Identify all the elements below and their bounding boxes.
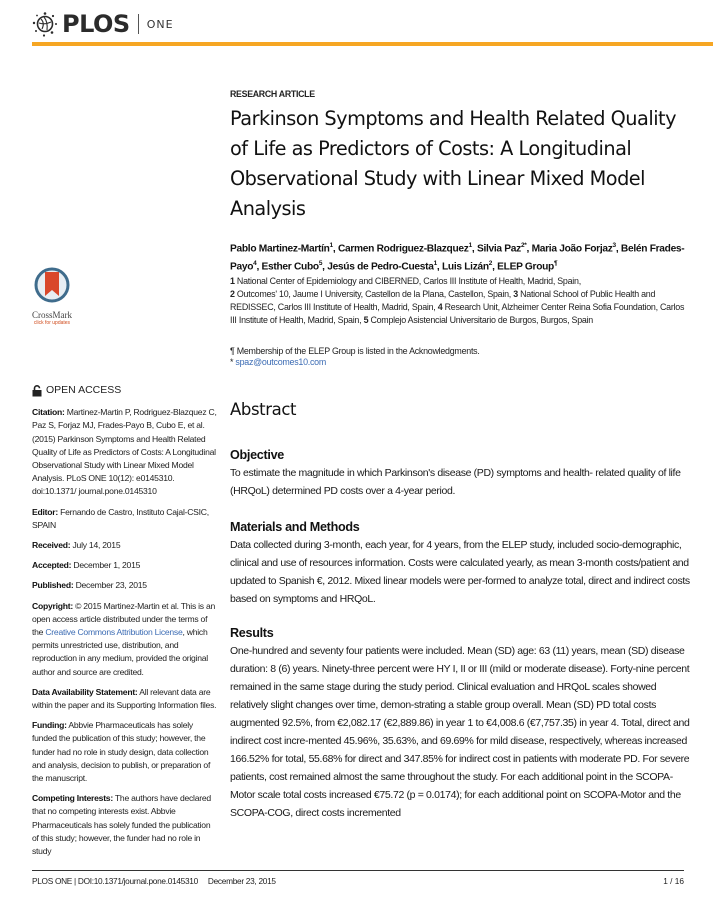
affiliation-number: 5 <box>363 315 369 325</box>
editor-label: Editor: <box>32 506 58 517</box>
author[interactable]: Jesús de Pedro-Cuesta <box>327 261 434 273</box>
author-affil-sup: 1 <box>329 242 333 249</box>
page-number: 1 / 16 <box>663 876 684 886</box>
author-affil-sup: 1 <box>468 242 472 249</box>
data-availability-block <box>32 686 217 712</box>
accepted-date: December 1, 2015 <box>71 560 141 571</box>
author[interactable]: Belén Frades-Payo <box>230 243 685 273</box>
editor-text: Fernando de Castro, Instituto Cajal-CSIC, SPAIN <box>32 506 209 530</box>
received-block <box>32 539 217 552</box>
author-affil-sup: ¶ <box>553 260 558 268</box>
author-affil-sup: 2* <box>520 242 527 249</box>
logo-brand: PLOS <box>62 10 130 38</box>
author-affil-sup: 2 <box>488 260 493 268</box>
corresponding-email-link[interactable]: spaz@outcomes10.com <box>235 357 327 367</box>
section-heading: Objective <box>230 448 284 462</box>
open-access-text: OPEN ACCESS <box>46 384 122 396</box>
author-affil-sup: 5 <box>318 260 323 268</box>
affiliation-number: 4 <box>437 302 443 312</box>
copyright-label: Copyright: <box>32 600 73 611</box>
data-availability-label: Data Availability Statement: <box>32 686 138 697</box>
affiliation-text: National Center of Epidemiology and CIBERNED, Carlos III Institute of Health, Madrid, Spain, <box>234 276 581 286</box>
author-affil-sup: 4 <box>253 260 257 268</box>
abstract-heading: Abstract <box>230 400 297 419</box>
section-text: Data collected during 3-month, each year, for 4 years, from the ELEP study, included socio-demographic, clinical and use of resources information. Costs were calculated yearly, as mean 3-month costs/patient and updated to Spanish €, 2012. Mixed linear models were per-formed to analyze total, direct and indirect costs based on symptoms and HRQoL. <box>230 539 690 605</box>
received-label: Received: <box>32 540 71 551</box>
corresponding-author <box>230 357 690 368</box>
membership-note: ¶ Membership of the ELEP Group is listed in the Acknowledgments. <box>230 346 480 356</box>
author[interactable]: Esther Cubo <box>261 261 319 273</box>
affiliation-text: Complejo Asistencial Universitario de Burgos, Burgos, Spain <box>368 315 593 325</box>
license-link[interactable]: Creative Commons Attribution License <box>45 627 183 638</box>
affiliation-text: Outcomes' 10, Jaume I University, Castellon de la Plana, Castellon, Spain, <box>234 289 514 299</box>
affiliation-text: National School of Public Health and REDISSEC, Carlos III Institute of Health, Madrid, Spain, <box>230 289 656 312</box>
article-title: Parkinson Symptoms and Health Related Quality of Life as Predictors of Costs: A Longitudinal Observational Study with Linear Mixed Model Analysis <box>230 107 677 220</box>
crossmark-sublabel: click for updates <box>33 320 71 326</box>
copyright-text: © 2015 Martinez-Martin et al. This is an open access article distributed under the terms of the <box>32 600 216 638</box>
affiliations <box>230 275 690 327</box>
funding-label: Funding: <box>32 720 67 731</box>
article-type: RESEARCH ARTICLE <box>230 89 315 99</box>
plos-globe-icon <box>32 11 58 37</box>
footer-journal-doi: PLOS ONE | DOI:10.1371/journal.pone.0145310 <box>32 876 198 886</box>
footer-divider <box>32 870 684 871</box>
affiliation-number: 3 <box>513 289 518 299</box>
article-metadata-sidebar <box>32 384 217 865</box>
author[interactable]: Luis Lizán <box>441 261 489 273</box>
copyright-block <box>32 600 217 679</box>
header-accent-bar <box>32 42 713 46</box>
accepted-label: Accepted: <box>32 560 72 571</box>
footer-date: December 23, 2015 <box>207 876 276 886</box>
funding-text: Abbvie Pharmaceuticals has solely funded the publication of this study; however, the funder had no role in study design, data collection and analysis, decision to publish, or preparation of the manuscript. <box>32 720 211 784</box>
funding-block <box>32 719 217 785</box>
section-text: To estimate the magnitude in which Parkinson's disease (PD) symptoms and health- related quality of life (HRQoL) determined PD costs over a 4-year period. <box>230 467 681 497</box>
affiliation-number: 2 <box>230 289 235 299</box>
competing-interests-block <box>32 792 217 858</box>
received-date: July 14, 2015 <box>70 540 121 551</box>
editor-block <box>32 506 217 532</box>
affiliation-text: Research Unit, Alzheimer Center Reina Sofia Foundation, Carlos III Institute of Health, Madrid, Spain, <box>230 302 685 325</box>
author-list: Pablo Martinez-Martín$^1$, Carmen Rodriguez-Blazquez$^1$, Silvia Paz$^{2*}$, Maria João Forjaz$^3$, Belén Frades-Payo$^4$, Esther Cubo$^5$, Jesús de Pedro-Cuesta$^1$, Luis Lizán$^2$, ELEP Group¶ <box>230 242 685 273</box>
logo-journal: ONE <box>146 17 174 31</box>
abstract-section-objective <box>230 448 690 500</box>
plos-one-logo[interactable] <box>32 8 174 40</box>
data-availability-text: All relevant data are within the paper and its Supporting Information files. <box>32 686 217 711</box>
author[interactable]: Pablo Martinez-Martín <box>230 243 330 255</box>
citation-block <box>32 406 217 498</box>
crossmark-icon <box>34 266 70 304</box>
citation-label: Citation: <box>32 407 65 418</box>
accepted-block <box>32 559 217 572</box>
published-block <box>32 579 217 592</box>
footer-citation <box>32 876 276 886</box>
open-access-label <box>32 384 217 397</box>
crossmark-badge[interactable] <box>30 266 74 326</box>
logo-divider <box>138 14 139 34</box>
citation-text: Martinez-Martin P, Rodriguez-Blazquez C, Paz S, Forjaz MJ, Frades-Payo B, Cubo E, et al. (2015) Parkinson Symptoms and Health Related Quality of Life as Predictors of Costs: A Longitudinal Observational Study with Linear Mixed Model Analysis. PLoS ONE 10(12): e0145310. doi:10.1371/ journal.pone.0145310 <box>32 407 217 497</box>
copyright-text-end: , which permits unrestricted use, distribution, and reproduction in any medium, provided the original author and source are credited. <box>32 627 208 677</box>
published-label: Published: <box>32 580 74 591</box>
author-affil-sup: 3 <box>612 242 616 249</box>
author[interactable]: Maria João Forjaz <box>531 243 613 255</box>
abstract-section-results <box>230 626 690 822</box>
competing-interests-label: Competing Interests: <box>32 793 113 804</box>
corresponding-marker: * <box>230 357 236 367</box>
author-notes <box>230 346 690 368</box>
open-lock-icon <box>32 385 42 397</box>
abstract-section-methods <box>230 520 690 608</box>
section-text: One-hundred and seventy four patients were included. Mean (SD) age: 63 (11) years, mean (SD) disease duration: 8 (6) years. Ninety-three percent were HY I, II or III (mild or moderate disease). Forty-nine percent remained in the same stage during the study period. Clinical evaluation and HRQoL scales showed relatively slight changes over time, demon-strating a stable group overall. Mean (SD) PD total costs augmented 92.5%, from €2,082.17 (€2,889.86) in year 1 to €4,008.6 (€7,757.35) in year 4. Total, direct and indirect cost incre-mented 45.96%, 35.63%, and 69.69% for mild disease, respectively, whereas increased 166.52% for total, 55.68% for direct and 347.85% for indirect cost in patients with moderate PD. For severe patients, cost remained almost the same throughout the study. For each additional point in the SCOPA-Motor scale total costs increased €75.72 (p = 0.0174); for each additional point on SCOPA-Motor and the SCOPA-COG, direct costs incremented <box>230 645 690 819</box>
published-date: December 23, 2015 <box>73 580 147 591</box>
section-heading: Results <box>230 626 274 640</box>
crossmark-label: CrossMark <box>32 310 72 320</box>
section-heading: Materials and Methods <box>230 520 360 534</box>
affiliation-number: 1 <box>230 276 235 286</box>
author[interactable]: Silvia Paz <box>476 243 521 255</box>
author[interactable]: ELEP Group <box>497 261 554 273</box>
author[interactable]: Carmen Rodriguez-Blazquez <box>337 243 469 255</box>
author-affil-sup: 1 <box>433 260 437 268</box>
competing-interests-text: The authors have declared that no competing interests exist. Abbvie Pharmaceuticals has solely funded the publication of this study; however, the funder had no role in study <box>32 793 211 857</box>
